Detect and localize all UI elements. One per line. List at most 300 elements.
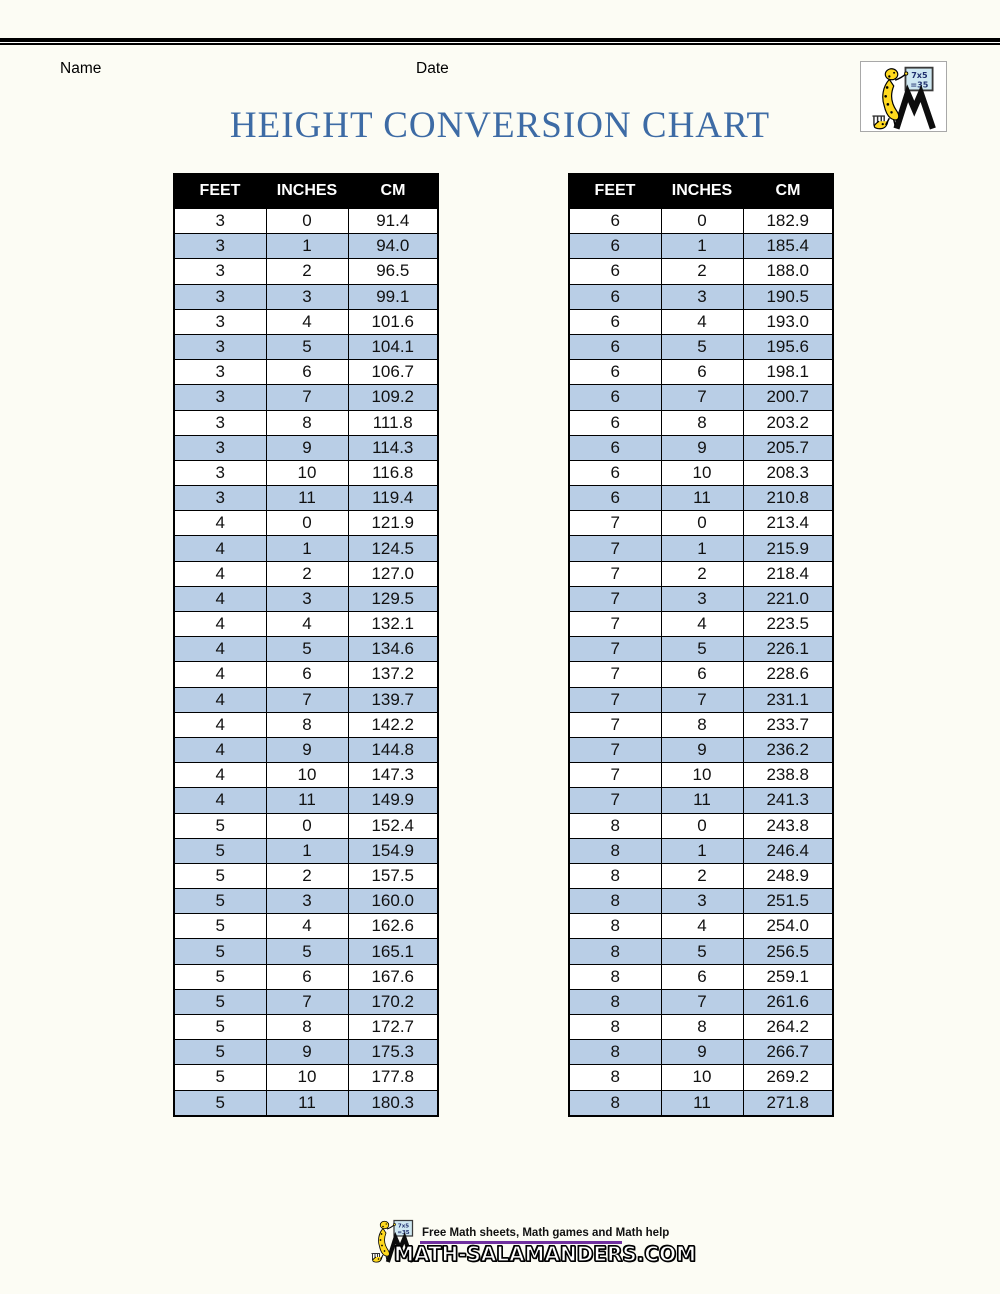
- table-cell: 7: [569, 612, 661, 637]
- table-cell: 246.4: [743, 838, 833, 863]
- column-header-cm: CM: [743, 174, 833, 208]
- table-cell: 7: [661, 385, 743, 410]
- table-row: [174, 813, 438, 838]
- table-cell: 218.4: [743, 561, 833, 586]
- table-cell: 3: [174, 284, 266, 309]
- table-cell: 7: [661, 989, 743, 1014]
- table-cell: 91.4: [348, 208, 438, 234]
- table-row: [174, 561, 438, 586]
- table-row: [569, 687, 833, 712]
- table-cell: 137.2: [348, 662, 438, 687]
- table-cell: 3: [174, 486, 266, 511]
- table-row: [569, 838, 833, 863]
- table-cell: 3: [661, 284, 743, 309]
- table-row: [174, 863, 438, 888]
- table-cell: 3: [174, 435, 266, 460]
- table-cell: 0: [661, 813, 743, 838]
- table-cell: 6: [661, 360, 743, 385]
- table-cell: 7: [569, 788, 661, 813]
- table-cell: 11: [661, 788, 743, 813]
- table-cell: 5: [174, 914, 266, 939]
- table-cell: 4: [266, 612, 348, 637]
- table-cell: 5: [174, 813, 266, 838]
- date-label: Date: [416, 60, 449, 77]
- table-cell: 4: [174, 511, 266, 536]
- table-cell: 0: [661, 208, 743, 234]
- table-row: [174, 360, 438, 385]
- table-row: [569, 586, 833, 611]
- table-row: [569, 511, 833, 536]
- page-title: HEIGHT CONVERSION CHART: [229, 105, 771, 146]
- table-row: [174, 284, 438, 309]
- table-cell: 8: [661, 712, 743, 737]
- table-cell: 124.5: [348, 536, 438, 561]
- table-row: [569, 737, 833, 762]
- table-cell: 243.8: [743, 813, 833, 838]
- table-cell: 11: [266, 1090, 348, 1116]
- table-cell: 7: [569, 763, 661, 788]
- table-cell: 10: [661, 1065, 743, 1090]
- table-row: [174, 838, 438, 863]
- table-row: [174, 612, 438, 637]
- table-cell: 4: [174, 788, 266, 813]
- table-cell: 6: [569, 460, 661, 485]
- table-row: [174, 536, 438, 561]
- table-cell: 5: [661, 939, 743, 964]
- table-row: [569, 914, 833, 939]
- table-cell: 4: [174, 763, 266, 788]
- table-cell: 8: [569, 1040, 661, 1065]
- table-cell: 0: [266, 511, 348, 536]
- table-cell: 109.2: [348, 385, 438, 410]
- table-cell: 10: [661, 460, 743, 485]
- table-cell: 175.3: [348, 1040, 438, 1065]
- table-cell: 226.1: [743, 637, 833, 662]
- table-cell: 231.1: [743, 687, 833, 712]
- table-cell: 10: [266, 460, 348, 485]
- table-cell: 4: [174, 561, 266, 586]
- table-row: [174, 662, 438, 687]
- table-cell: 157.5: [348, 863, 438, 888]
- table-row: [174, 511, 438, 536]
- table-row: [569, 813, 833, 838]
- table-cell: 221.0: [743, 586, 833, 611]
- table-cell: 101.6: [348, 309, 438, 334]
- table-cell: 4: [661, 914, 743, 939]
- table-cell: 132.1: [348, 612, 438, 637]
- table-cell: 8: [266, 410, 348, 435]
- table-cell: 188.0: [743, 259, 833, 284]
- table-cell: 142.2: [348, 712, 438, 737]
- table-cell: 203.2: [743, 410, 833, 435]
- table-cell: 4: [661, 309, 743, 334]
- table-cell: 3: [174, 309, 266, 334]
- table-cell: 182.9: [743, 208, 833, 234]
- table-row: [174, 788, 438, 813]
- table-row: [569, 863, 833, 888]
- table-cell: 7: [569, 662, 661, 687]
- table-cell: 8: [569, 1065, 661, 1090]
- table-cell: 5: [174, 964, 266, 989]
- table-cell: 6: [569, 234, 661, 259]
- table-row: [569, 1040, 833, 1065]
- table-row: [174, 1015, 438, 1040]
- table-row: [174, 964, 438, 989]
- table-cell: 162.6: [348, 914, 438, 939]
- table-cell: 7: [569, 536, 661, 561]
- table-cell: 9: [266, 737, 348, 762]
- table-cell: 177.8: [348, 1065, 438, 1090]
- table-row: [569, 637, 833, 662]
- table-row: [174, 914, 438, 939]
- table-row: [174, 234, 438, 259]
- table-cell: 149.9: [348, 788, 438, 813]
- table-cell: 8: [569, 989, 661, 1014]
- table-cell: 1: [661, 234, 743, 259]
- table-cell: 208.3: [743, 460, 833, 485]
- table-row: [569, 284, 833, 309]
- table-cell: 238.8: [743, 763, 833, 788]
- horizontal-rule: [0, 38, 1000, 46]
- table-cell: 111.8: [348, 410, 438, 435]
- table-cell: 9: [266, 435, 348, 460]
- table-cell: 11: [266, 486, 348, 511]
- table-row: [174, 889, 438, 914]
- table-cell: 185.4: [743, 234, 833, 259]
- table-cell: 6: [266, 360, 348, 385]
- table-cell: 7: [266, 687, 348, 712]
- table-cell: 8: [661, 410, 743, 435]
- table-row: [569, 561, 833, 586]
- table-cell: 6: [569, 208, 661, 234]
- table-cell: 9: [661, 737, 743, 762]
- table-cell: 4: [174, 536, 266, 561]
- table-cell: 5: [174, 939, 266, 964]
- table-row: [569, 763, 833, 788]
- table-cell: 11: [266, 788, 348, 813]
- table-cell: 1: [661, 536, 743, 561]
- table-cell: 195.6: [743, 334, 833, 359]
- table-cell: 106.7: [348, 360, 438, 385]
- table-row: [174, 435, 438, 460]
- table-cell: 7: [569, 561, 661, 586]
- table-cell: 4: [174, 637, 266, 662]
- table-row: [174, 486, 438, 511]
- table-cell: 2: [266, 561, 348, 586]
- table-cell: 5: [174, 989, 266, 1014]
- table-cell: 3: [174, 460, 266, 485]
- table-row: [174, 1090, 438, 1116]
- table-cell: 3: [661, 889, 743, 914]
- table-cell: 160.0: [348, 889, 438, 914]
- table-cell: 7: [569, 737, 661, 762]
- table-cell: 241.3: [743, 788, 833, 813]
- table-cell: 11: [661, 486, 743, 511]
- table-cell: 198.1: [743, 360, 833, 385]
- table-cell: 4: [174, 586, 266, 611]
- table-row: [569, 208, 833, 234]
- table-cell: 6: [569, 259, 661, 284]
- table-row: [569, 360, 833, 385]
- table-row: [174, 385, 438, 410]
- table-cell: 261.6: [743, 989, 833, 1014]
- table-cell: 5: [174, 838, 266, 863]
- table-cell: 8: [569, 1090, 661, 1116]
- table-cell: 3: [174, 385, 266, 410]
- column-header-cm: CM: [348, 174, 438, 208]
- table-cell: 7: [569, 511, 661, 536]
- table-cell: 8: [569, 1015, 661, 1040]
- table-cell: 5: [174, 1040, 266, 1065]
- table-cell: 134.6: [348, 637, 438, 662]
- table-cell: 7: [569, 687, 661, 712]
- table-cell: 6: [661, 964, 743, 989]
- table-row: [569, 788, 833, 813]
- table-cell: 6: [569, 385, 661, 410]
- table-cell: 8: [569, 889, 661, 914]
- table-cell: 4: [174, 687, 266, 712]
- table-row: [569, 989, 833, 1014]
- table-cell: 7: [661, 687, 743, 712]
- table-cell: 205.7: [743, 435, 833, 460]
- table-row: [569, 486, 833, 511]
- table-cell: 8: [661, 1015, 743, 1040]
- table-cell: 3: [174, 208, 266, 234]
- table-cell: 5: [174, 1090, 266, 1116]
- table-cell: 147.3: [348, 763, 438, 788]
- table-cell: 9: [266, 1040, 348, 1065]
- table-cell: 144.8: [348, 737, 438, 762]
- table-cell: 228.6: [743, 662, 833, 687]
- conversion-table-feet-6-8: [568, 173, 834, 1117]
- table-cell: 233.7: [743, 712, 833, 737]
- table-cell: 3: [266, 586, 348, 611]
- table-cell: 1: [266, 234, 348, 259]
- table-cell: 3: [174, 360, 266, 385]
- table-cell: 4: [266, 309, 348, 334]
- footer-tagline: Free Math sheets, Math games and Math help: [422, 1227, 670, 1239]
- table-cell: 264.2: [743, 1015, 833, 1040]
- table-cell: 259.1: [743, 964, 833, 989]
- table-cell: 10: [266, 763, 348, 788]
- table-row: [174, 460, 438, 485]
- table-cell: 165.1: [348, 939, 438, 964]
- table-cell: 8: [569, 863, 661, 888]
- name-label: Name: [60, 60, 102, 77]
- table-cell: 154.9: [348, 838, 438, 863]
- table-cell: 3: [174, 334, 266, 359]
- table-cell: 2: [266, 863, 348, 888]
- table-cell: 5: [266, 939, 348, 964]
- table-cell: 7: [569, 586, 661, 611]
- table-cell: 96.5: [348, 259, 438, 284]
- table-cell: 4: [174, 737, 266, 762]
- table-cell: 6: [569, 435, 661, 460]
- table-cell: 5: [266, 334, 348, 359]
- table-cell: 223.5: [743, 612, 833, 637]
- table-cell: 254.0: [743, 914, 833, 939]
- table-cell: 6: [569, 334, 661, 359]
- table-cell: 2: [661, 259, 743, 284]
- table-cell: 193.0: [743, 309, 833, 334]
- table-cell: 4: [266, 914, 348, 939]
- table-cell: 4: [661, 612, 743, 637]
- table-cell: 6: [569, 309, 661, 334]
- table-cell: 172.7: [348, 1015, 438, 1040]
- table-cell: 4: [174, 712, 266, 737]
- table-cell: 167.6: [348, 964, 438, 989]
- table-cell: 8: [266, 712, 348, 737]
- table-row: [569, 309, 833, 334]
- table-row: [569, 435, 833, 460]
- table-cell: 256.5: [743, 939, 833, 964]
- table-row: [174, 637, 438, 662]
- table-cell: 127.0: [348, 561, 438, 586]
- column-header-inches: INCHES: [661, 174, 743, 208]
- table-cell: 94.0: [348, 234, 438, 259]
- table-row: [569, 536, 833, 561]
- table-cell: 1: [661, 838, 743, 863]
- table-cell: 5: [266, 637, 348, 662]
- table-cell: 6: [569, 486, 661, 511]
- table-cell: 116.8: [348, 460, 438, 485]
- table-row: [174, 309, 438, 334]
- table-cell: 11: [661, 1090, 743, 1116]
- table-cell: 129.5: [348, 586, 438, 611]
- table-row: [174, 259, 438, 284]
- table-cell: 3: [174, 259, 266, 284]
- table-cell: 269.2: [743, 1065, 833, 1090]
- table-cell: 9: [661, 435, 743, 460]
- table-row: [174, 763, 438, 788]
- table-cell: 4: [174, 612, 266, 637]
- table-cell: 8: [569, 813, 661, 838]
- table-row: [569, 234, 833, 259]
- table-cell: 7: [569, 712, 661, 737]
- table-cell: 6: [569, 410, 661, 435]
- table-row: [174, 208, 438, 234]
- table-row: [174, 687, 438, 712]
- table-cell: 215.9: [743, 536, 833, 561]
- table-cell: 6: [266, 662, 348, 687]
- table-cell: 210.8: [743, 486, 833, 511]
- table-cell: 3: [174, 410, 266, 435]
- table-cell: 139.7: [348, 687, 438, 712]
- table-row: [174, 939, 438, 964]
- table-cell: 99.1: [348, 284, 438, 309]
- table-cell: 8: [569, 838, 661, 863]
- table-row: [569, 964, 833, 989]
- column-header-feet: FEET: [174, 174, 266, 208]
- table-cell: 7: [266, 989, 348, 1014]
- table-row: [569, 460, 833, 485]
- table-cell: 7: [266, 385, 348, 410]
- table-cell: 5: [174, 1065, 266, 1090]
- table-row: [569, 1065, 833, 1090]
- table-header: [174, 174, 438, 208]
- table-cell: 251.5: [743, 889, 833, 914]
- table-header: [569, 174, 833, 208]
- table-cell: 8: [569, 939, 661, 964]
- table-cell: 9: [661, 1040, 743, 1065]
- table-cell: 1: [266, 536, 348, 561]
- table-cell: 5: [174, 1015, 266, 1040]
- table-cell: 0: [266, 208, 348, 234]
- table-row: [569, 259, 833, 284]
- table-row: [174, 334, 438, 359]
- table-cell: 2: [661, 561, 743, 586]
- table-row: [569, 1090, 833, 1116]
- table-row: [569, 662, 833, 687]
- table-cell: 10: [266, 1065, 348, 1090]
- table-cell: 121.9: [348, 511, 438, 536]
- table-cell: 170.2: [348, 989, 438, 1014]
- table-cell: 3: [661, 586, 743, 611]
- table-cell: 2: [266, 259, 348, 284]
- table-cell: 190.5: [743, 284, 833, 309]
- table-cell: 248.9: [743, 863, 833, 888]
- table-cell: 6: [569, 284, 661, 309]
- table-cell: 5: [661, 637, 743, 662]
- table-cell: 10: [661, 763, 743, 788]
- table-row: [174, 712, 438, 737]
- table-cell: 3: [174, 234, 266, 259]
- table-cell: 8: [569, 914, 661, 939]
- table-cell: 5: [661, 334, 743, 359]
- table-row: [174, 410, 438, 435]
- table-cell: 266.7: [743, 1040, 833, 1065]
- table-row: [174, 1040, 438, 1065]
- table-row: [569, 889, 833, 914]
- conversion-table-feet-3-5: [173, 173, 439, 1117]
- table-row: [174, 989, 438, 1014]
- column-header-inches: INCHES: [266, 174, 348, 208]
- table-cell: 7: [569, 637, 661, 662]
- table-row: [569, 410, 833, 435]
- table-row: [569, 612, 833, 637]
- table-cell: 3: [266, 284, 348, 309]
- table-cell: 6: [569, 360, 661, 385]
- table-row: [569, 1015, 833, 1040]
- table-row: [174, 737, 438, 762]
- table-cell: 119.4: [348, 486, 438, 511]
- table-cell: 180.3: [348, 1090, 438, 1116]
- table-row: [569, 334, 833, 359]
- table-cell: 152.4: [348, 813, 438, 838]
- table-row: [569, 712, 833, 737]
- table-cell: 5: [174, 863, 266, 888]
- table-cell: 0: [661, 511, 743, 536]
- table-cell: 236.2: [743, 737, 833, 762]
- table-cell: 6: [661, 662, 743, 687]
- table-cell: 271.8: [743, 1090, 833, 1116]
- table-row: [174, 586, 438, 611]
- table-cell: 3: [266, 889, 348, 914]
- table-cell: 114.3: [348, 435, 438, 460]
- table-cell: 4: [174, 662, 266, 687]
- table-cell: 213.4: [743, 511, 833, 536]
- table-cell: 8: [266, 1015, 348, 1040]
- table-row: [569, 939, 833, 964]
- table-cell: 1: [266, 838, 348, 863]
- table-cell: 104.1: [348, 334, 438, 359]
- table-cell: 5: [174, 889, 266, 914]
- table-cell: 6: [266, 964, 348, 989]
- table-cell: 8: [569, 964, 661, 989]
- table-cell: 2: [661, 863, 743, 888]
- table-row: [569, 385, 833, 410]
- table-row: [174, 1065, 438, 1090]
